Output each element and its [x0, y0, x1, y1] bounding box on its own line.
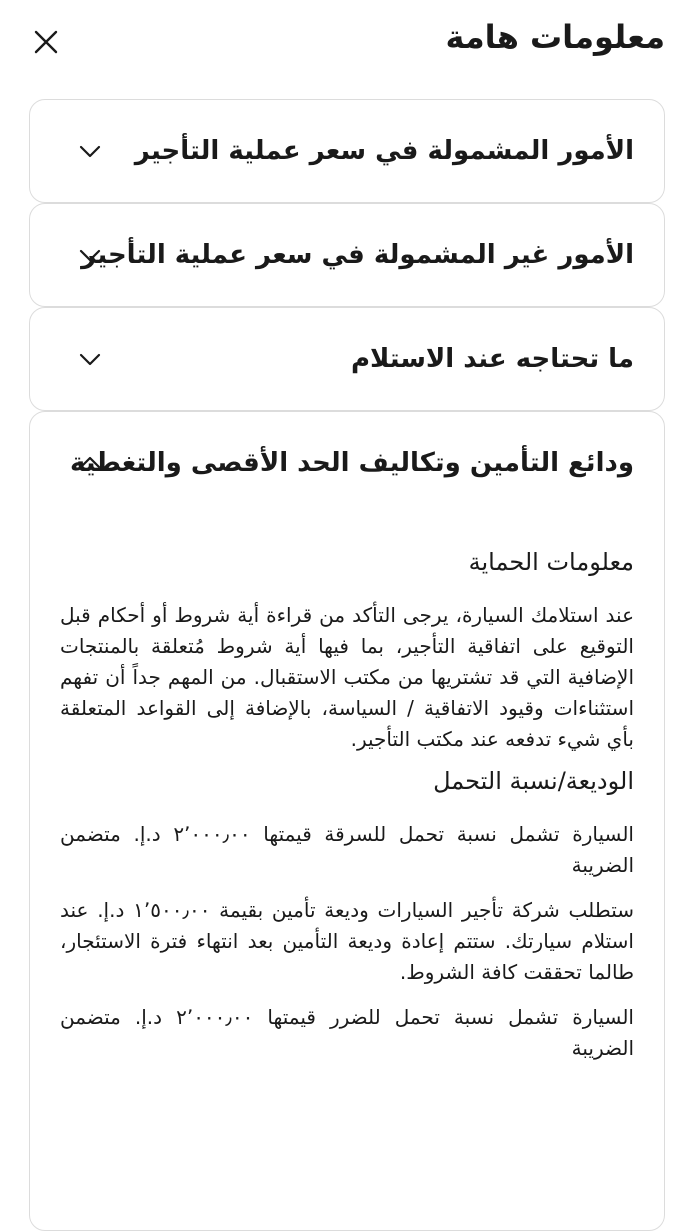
accordion-item-not-included — [29, 203, 665, 307]
close-button[interactable] — [26, 22, 66, 62]
accordion-item-included — [29, 99, 665, 203]
accordion-title: ما تحتاجه عند الاستلام — [350, 344, 634, 374]
deposit-heading: الوديعة/نسبة التحمل — [433, 767, 634, 795]
accordion-header-deposits[interactable] — [30, 412, 664, 514]
chevron-down-icon — [78, 347, 102, 371]
theft-excess-text: السيارة تشمل نسبة تحمل للسرقة قيمتها ٢٬٠٠٠٫٠٠ د.إ. متضمن الضريبة — [60, 822, 634, 877]
protection-text: عند استلامك السيارة، يرجى التأكد من قراءة أية شروط أو أحكام قبل التوقيع على اتفاقية التأجير، بما فيها أية شروط مُتعلقة بالمنتجات الإضافية التي قد تشتريها من مكتب الاستقبال. من المهم جداً أن تفهم استثناءات وقيود الاتفاقية / السياسة، بالإضافة إلى القواعد المتعلقة بأي شيء تدفعه عند مكتب التأجير. — [60, 603, 634, 751]
accordion-item-deposits — [29, 411, 665, 1231]
accordion-item-pickup-needs — [29, 307, 665, 411]
protection-heading: معلومات الحماية — [468, 548, 634, 576]
accordion-header-included[interactable] — [30, 100, 664, 202]
accordion-title: الأمور غير المشمولة في سعر عملية التأجير — [81, 240, 634, 270]
chevron-down-icon — [78, 243, 102, 267]
deposit-text: ستطلب شركة تأجير السيارات وديعة تأمين بقيمة ١٬٥٠٠٫٠٠ د.إ. عند استلام سيارتك. ستتم إعادة وديعة التأمين بعد انتهاء فترة الاستئجار، طالما تحققت كافة الشروط. — [60, 898, 634, 984]
chevron-up-icon — [78, 451, 102, 475]
accordion-body — [30, 548, 664, 1064]
accordion-title: ودائع التأمين وتكاليف الحد الأقصى والتغطية — [70, 448, 634, 478]
page-title: معلومات هامة — [445, 18, 665, 56]
accordion-header-pickup-needs[interactable] — [30, 308, 664, 410]
chevron-down-icon — [78, 139, 102, 163]
damage-excess-text: السيارة تشمل نسبة تحمل للضرر قيمتها ٢٬٠٠٠٫٠٠ د.إ. متضمن الضريبة — [60, 1005, 634, 1060]
close-icon — [34, 30, 58, 54]
header — [0, 0, 695, 90]
accordion-header-not-included[interactable] — [30, 204, 664, 306]
accordion-title: الأمور المشمولة في سعر عملية التأجير — [134, 136, 634, 166]
